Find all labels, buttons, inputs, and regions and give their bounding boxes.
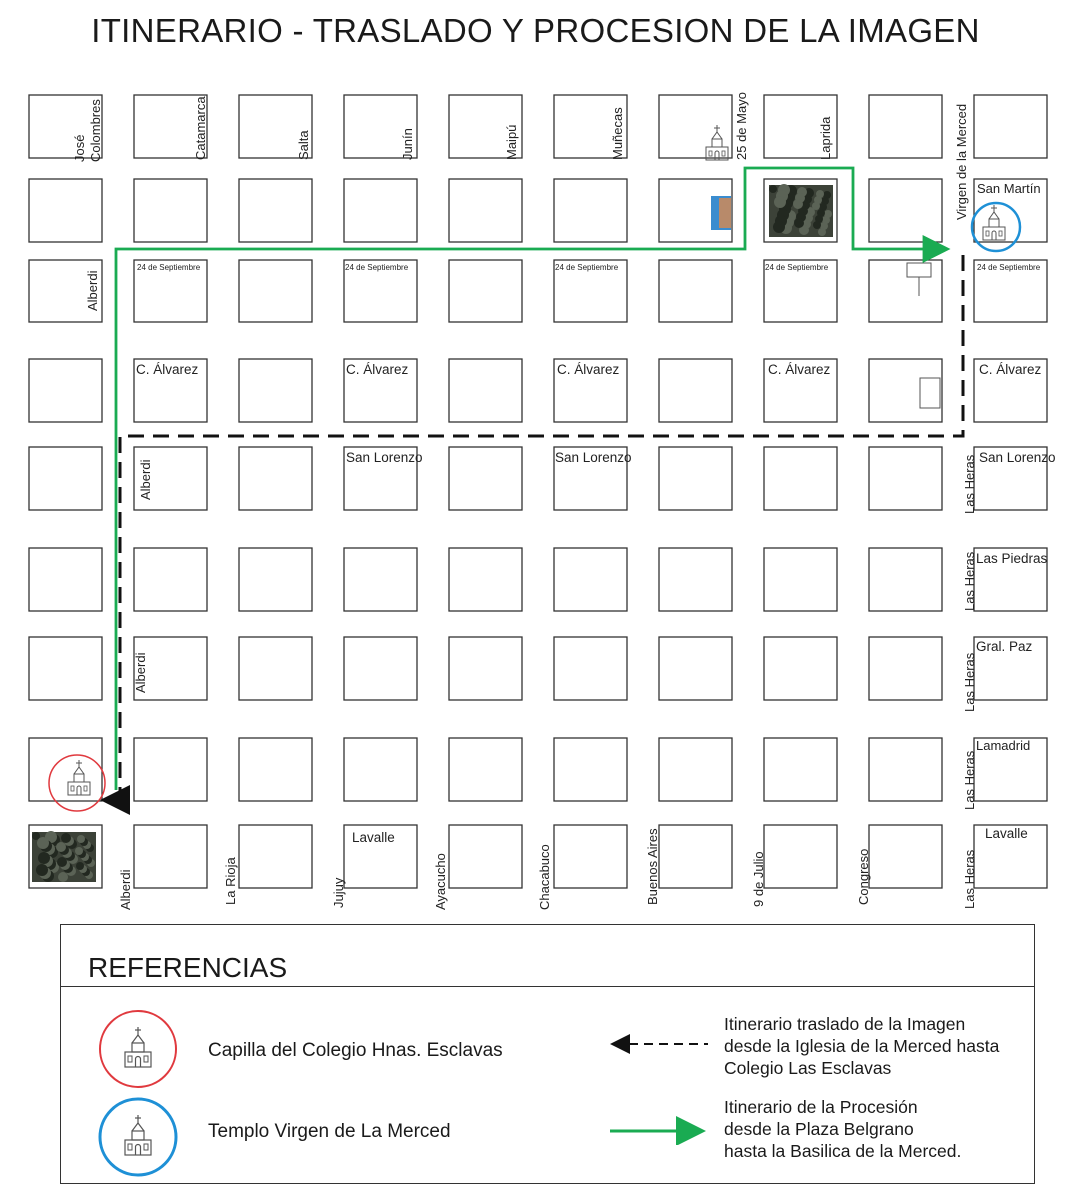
city-block <box>344 548 417 611</box>
street-label-san-lorenzo: San Lorenzo <box>979 450 1056 465</box>
park-texture <box>793 199 803 209</box>
city-block <box>449 447 522 510</box>
street-label-top: Catamarca <box>193 96 208 160</box>
city-block <box>29 738 102 801</box>
city-block <box>449 260 522 322</box>
city-block <box>239 738 312 801</box>
street-label-bottom: Buenos Aires <box>645 828 660 905</box>
capilla-legend-circle <box>100 1011 176 1087</box>
street-label-top: Muñecas <box>610 107 625 160</box>
city-block <box>869 95 942 158</box>
city-block <box>449 359 522 422</box>
city-block <box>29 179 102 242</box>
building-image <box>719 198 731 228</box>
city-block <box>764 548 837 611</box>
city-block <box>29 637 102 700</box>
legend-divider <box>61 986 1034 987</box>
city-block <box>449 637 522 700</box>
city-block <box>344 738 417 801</box>
street-label-septiembre: 24 de Septiembre <box>555 263 619 272</box>
street-label-bottom: Las Heras <box>962 849 977 909</box>
street-label-lamadrid: Lamadrid <box>976 738 1031 753</box>
street-label-las-heras: Las Heras <box>962 750 977 810</box>
city-block <box>134 548 207 611</box>
park-texture <box>38 852 50 864</box>
procesion-line-3: hasta la Basilica de la Merced. <box>724 1141 962 1161</box>
map-title: ITINERARIO - TRASLADO Y PROCESION DE LA IMAGEN <box>91 12 980 49</box>
city-block <box>239 637 312 700</box>
street-label-alvarez: C. Álvarez <box>768 362 831 377</box>
street-label-top: Virgen de la Merced <box>954 103 969 220</box>
city-block <box>29 447 102 510</box>
street-label-bottom: Ayacucho <box>433 853 448 910</box>
city-block <box>449 738 522 801</box>
city-block <box>869 179 942 242</box>
street-label-san-lorenzo: San Lorenzo <box>555 450 632 465</box>
city-block <box>239 359 312 422</box>
city-block <box>764 447 837 510</box>
city-block <box>554 825 627 888</box>
city-block <box>764 738 837 801</box>
procesion-line-2: desde la Plaza Belgrano <box>724 1119 914 1139</box>
street-label-top: Laprida <box>818 116 833 160</box>
city-block <box>134 179 207 242</box>
street-label-alvarez: C. Álvarez <box>979 362 1042 377</box>
park-texture <box>58 872 68 882</box>
street-label-las-heras: Las Heras <box>962 652 977 712</box>
street-label-top: Colombres <box>88 99 103 162</box>
street-label-septiembre: 24 de Septiembre <box>137 263 201 272</box>
street-label-bottom: Congreso <box>856 848 871 905</box>
park-texture <box>61 833 71 843</box>
street-label-lavalle: Lavalle <box>352 830 395 845</box>
street-label-las-heras: Las Heras <box>962 454 977 514</box>
legend-capilla-label: Capilla del Colegio Hnas. Esclavas <box>208 1040 503 1061</box>
city-block <box>869 637 942 700</box>
legend-route-samples <box>600 1030 720 1145</box>
street-label-bottom: Chacabuco <box>537 844 552 910</box>
street-label-bottom: Jujuy <box>331 877 346 908</box>
city-block <box>134 825 207 888</box>
street-label-alvarez: C. Álvarez <box>557 362 620 377</box>
city-block <box>869 548 942 611</box>
street-label-gral-paz: Gral. Paz <box>976 639 1033 654</box>
park-texture <box>818 228 826 236</box>
street-label-las-piedras: Las Piedras <box>976 551 1048 566</box>
church-icon <box>125 1027 151 1067</box>
park-texture <box>56 842 66 852</box>
street-label-septiembre: 24 de Septiembre <box>977 263 1041 272</box>
city-block <box>554 179 627 242</box>
street-label-alberdi: Alberdi <box>85 270 100 311</box>
city-block <box>239 825 312 888</box>
city-block <box>659 260 732 322</box>
city-block <box>659 637 732 700</box>
city-block <box>659 447 732 510</box>
street-label-top: Salta <box>296 130 311 160</box>
street-label-alberdi: Alberdi <box>133 652 148 693</box>
park-texture <box>812 202 820 210</box>
templo-legend-circle <box>100 1099 176 1175</box>
city-block <box>344 637 417 700</box>
street-label-bottom: La Rioja <box>223 857 238 905</box>
traslado-route <box>106 255 963 800</box>
city-block <box>869 738 942 801</box>
park-texture <box>769 185 777 193</box>
city-block <box>449 179 522 242</box>
city-block <box>29 548 102 611</box>
street-label-lavalle: Lavalle <box>985 826 1028 841</box>
city-block <box>764 825 837 888</box>
city-block <box>29 359 102 422</box>
park-texture <box>37 837 49 849</box>
street-label-top: 25 de Mayo <box>734 92 749 160</box>
legend-traslado-desc <box>724 1013 999 1079</box>
legend-icons <box>96 1006 186 1186</box>
traslado-line-3: Colegio Las Esclavas <box>724 1058 892 1078</box>
city-block <box>134 738 207 801</box>
park-texture <box>813 221 821 229</box>
park-texture <box>36 864 48 876</box>
legend-templo-label: Templo Virgen de La Merced <box>208 1121 451 1142</box>
city-block <box>869 447 942 510</box>
street-label-bottom: 9 de Julio <box>751 851 766 907</box>
street-label-las-heras: Las Heras <box>962 551 977 611</box>
city-block <box>239 447 312 510</box>
city-block <box>239 179 312 242</box>
city-block <box>659 738 732 801</box>
church-icon <box>125 1115 151 1155</box>
city-block <box>659 359 732 422</box>
park-texture <box>77 835 85 843</box>
street-label-septiembre: 24 de Septiembre <box>765 263 829 272</box>
park-texture <box>773 221 785 233</box>
city-block <box>554 637 627 700</box>
city-block <box>554 548 627 611</box>
street-label-septiembre: 24 de Septiembre <box>345 263 409 272</box>
city-block <box>239 548 312 611</box>
city-block <box>764 637 837 700</box>
park-texture <box>774 196 786 208</box>
traslado-line-2: desde la Iglesia de la Merced hasta <box>724 1036 1000 1056</box>
city-block <box>869 359 942 422</box>
street-label-san-lorenzo: San Lorenzo <box>346 450 423 465</box>
street-label-alvarez: C. Álvarez <box>136 362 199 377</box>
legend-procesion-desc <box>724 1096 961 1162</box>
park-texture <box>794 218 804 228</box>
park-texture <box>57 857 67 867</box>
city-block <box>239 260 312 322</box>
street-label-alvarez: C. Álvarez <box>346 362 409 377</box>
street-label-top: Junín <box>400 128 415 160</box>
city-block <box>344 179 417 242</box>
city-block <box>449 825 522 888</box>
street-label-alberdi: Alberdi <box>138 459 153 500</box>
street-label-top: Maipú <box>504 124 519 160</box>
city-block <box>449 548 522 611</box>
park-texture <box>75 847 83 855</box>
park-texture <box>76 862 84 870</box>
city-block <box>869 825 942 888</box>
city-block <box>659 95 732 158</box>
street-label-bottom: Alberdi <box>118 869 133 910</box>
procesion-line-1: Itinerario de la Procesión <box>724 1097 918 1117</box>
city-block <box>554 738 627 801</box>
city-block <box>974 95 1047 158</box>
legend-title: REFERENCIAS <box>88 952 288 983</box>
street-label-san-martin: San Martín <box>977 181 1041 196</box>
street-label-top: José <box>72 134 87 162</box>
city-block <box>659 548 732 611</box>
city-block <box>659 825 732 888</box>
city-blocks <box>29 95 1047 888</box>
traslado-line-1: Itinerario traslado de la Imagen <box>724 1014 966 1034</box>
